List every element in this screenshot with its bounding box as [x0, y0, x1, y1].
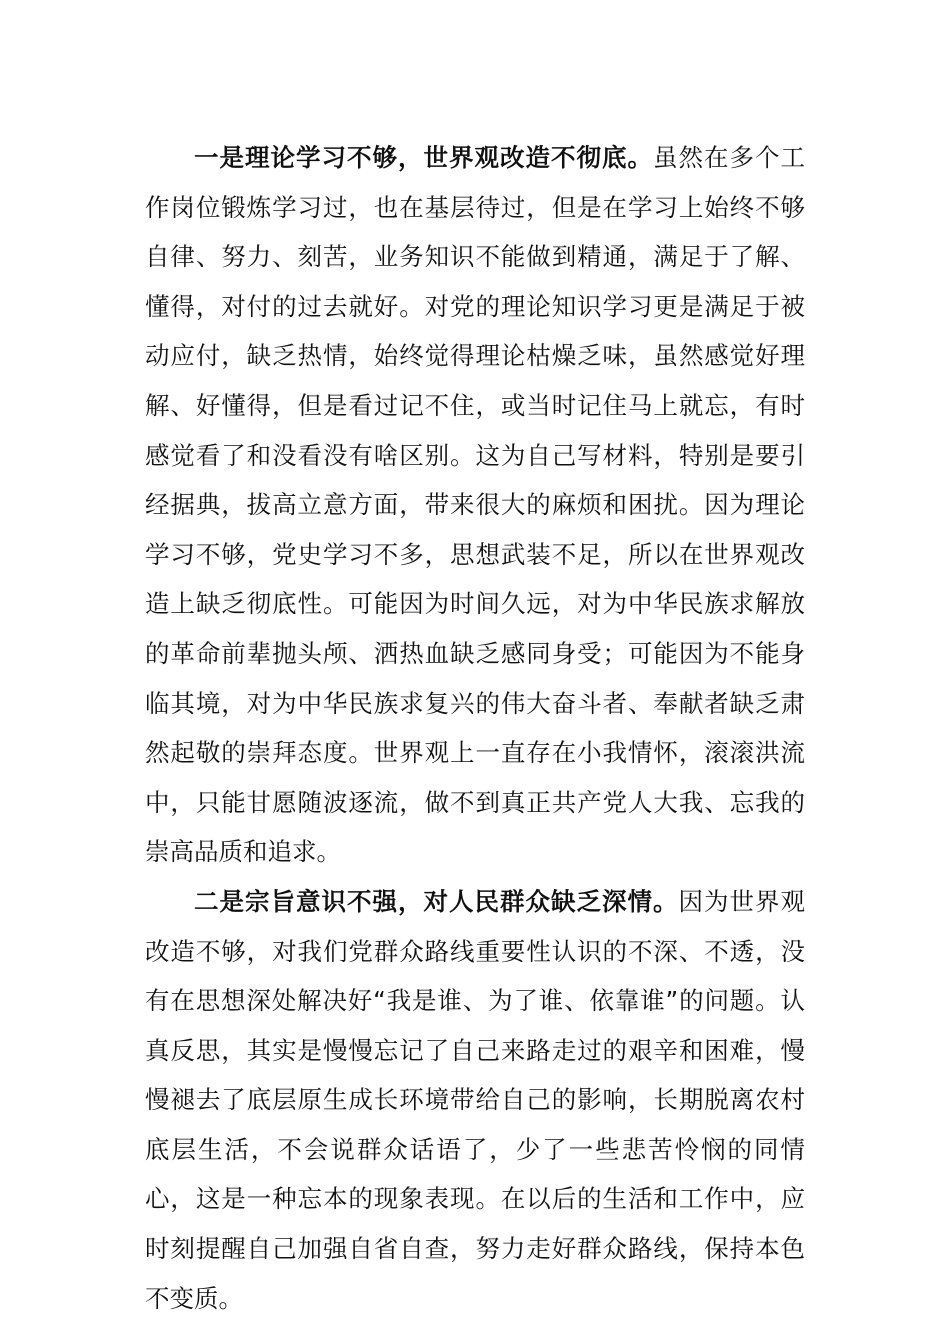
paragraph-body: 因为世界观改造不够，对我们党群众路线重要性认识的不深、不透，没有在思想深处解决好“我是谁、为了谁、依靠谁”的问题。认真反思，其实是慢慢忘记了自己来路走过的艰辛和困难，慢慢褪去了底层原生成长环境带给自己的影响，长期脱离农村底层生活，不会说群众话语了，少了一些悲苦怜悯的同情心，这是一种忘本的现象表现。在以后的生活和工作中，应时刻提醒自己加强自省自查，努力走好群众路线，保持本色不变质。 [145, 886, 805, 1313]
paragraph-body: 虽然在多个工作岗位锻炼学习过，也在基层待过，但是在学习上始终不够自律、努力、刻苦，业务知识不能做到精通，满足于了解、懂得，对付的过去就好。对党的理论知识学习更是满足于被动应付，缺乏热情，始终觉得理论枯燥乏味，虽然感觉好理解、好懂得，但是看过记不住，或当时记住马上就忘，有时感觉看了和没看没有啥区别。这为自己写材料，特别是要引经据典，拔高立意方面，带来很大的麻烦和困扰。因为理论学习不够，党史学习不多，思想武装不足，所以在世界观改造上缺乏彻底性。可能因为时间久远，对为中华民族求解放的革命前辈抛头颅、洒热血缺乏感同身受；可能因为不能身临其境，对为中华民族求复兴的伟大奋斗者、奉献者缺乏肃然起敬的崇拜态度。世界观上一直存在小我情怀，滚滚洪流中，只能甘愿随波逐流，做不到真正共产党人大我、忘我的崇高品质和追求。 [145, 143, 805, 867]
document-page [145, 133, 805, 1323]
paragraph-theory-study [145, 133, 805, 877]
paragraph-heading: 一是理论学习不够，世界观改造不彻底。 [194, 143, 653, 172]
paragraph-purpose-awareness [145, 877, 805, 1323]
paragraph-heading: 二是宗旨意识不强，对人民群众缺乏深情。 [194, 886, 679, 916]
